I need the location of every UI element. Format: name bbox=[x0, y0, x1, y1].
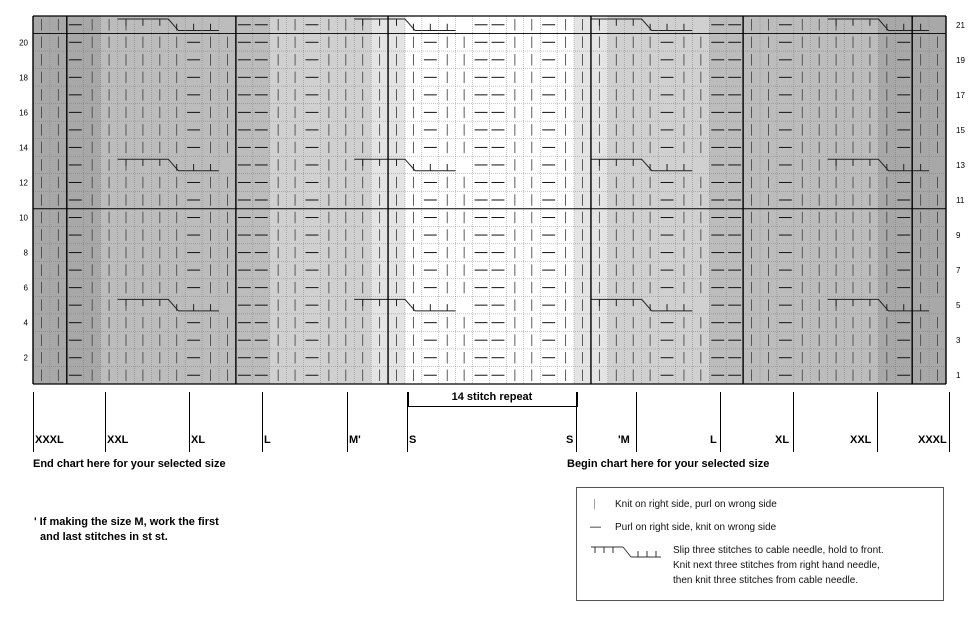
right-row-number: 1 bbox=[956, 371, 961, 381]
size-marker-xxxl-left bbox=[33, 392, 34, 452]
size-label-s-right: S bbox=[566, 434, 574, 446]
legend-purl-text: Purl on right side, knit on wrong side bbox=[615, 522, 777, 533]
left-row-number: 14 bbox=[19, 143, 28, 153]
size-marker-m-left bbox=[347, 392, 348, 452]
left-row-number: 6 bbox=[23, 283, 28, 293]
right-row-number: 13 bbox=[956, 160, 965, 170]
left-row-number: 12 bbox=[19, 178, 28, 188]
size-label-l-left: L bbox=[264, 434, 271, 446]
purl-symbol-icon: — bbox=[590, 521, 601, 533]
footnote-line-2: and last stitches in st st. bbox=[40, 531, 168, 543]
size-marker-xl-left bbox=[189, 392, 190, 452]
size-label-xxl-left: XXL bbox=[107, 434, 129, 446]
size-marker-xxxl-right bbox=[949, 392, 950, 452]
right-row-number: 5 bbox=[956, 301, 961, 311]
legend bbox=[576, 487, 944, 601]
size-label-xxxl-left: XXXL bbox=[35, 434, 64, 446]
begin-chart-note: Begin chart here for your selected size bbox=[567, 458, 770, 470]
size-marker-xl-right bbox=[793, 392, 794, 452]
size-label-xl-left: XL bbox=[191, 434, 206, 446]
size-label-xxl-right: XXL bbox=[850, 434, 872, 446]
size-marker-xxl-left bbox=[105, 392, 106, 452]
right-row-number: 17 bbox=[956, 90, 965, 100]
size-label-l-right: L bbox=[710, 434, 717, 446]
size-m-footnote bbox=[34, 515, 219, 545]
size-marker-l-left bbox=[262, 392, 263, 452]
legend-knit-text: Knit on right side, purl on wrong side bbox=[615, 499, 777, 510]
size-label-xl-right: XL bbox=[775, 434, 790, 446]
legend-cable-line-2: Knit next three stitches from right hand needle, bbox=[673, 560, 880, 571]
size-label-m-left: M' bbox=[349, 434, 361, 446]
size-marker-xxl-right bbox=[877, 392, 878, 452]
right-row-number: 15 bbox=[956, 125, 965, 135]
footnote-line-1: ' If making the size M, work the first bbox=[34, 516, 219, 528]
left-row-number: 10 bbox=[19, 213, 28, 223]
repeat-label: 14 stitch repeat bbox=[451, 391, 533, 403]
left-row-number: 20 bbox=[19, 38, 28, 48]
left-row-number: 8 bbox=[23, 248, 28, 258]
cable-symbol-icon bbox=[589, 545, 669, 559]
size-label-m-right: 'M bbox=[618, 434, 630, 446]
legend-cable-line-1: Slip three stitches to cable needle, hold to front. bbox=[673, 545, 884, 556]
size-label-xxxl-right: XXXL bbox=[918, 434, 947, 446]
right-row-number: 3 bbox=[956, 336, 961, 346]
size-marker-m-right bbox=[636, 392, 637, 452]
end-chart-note: End chart here for your selected size bbox=[33, 458, 226, 470]
left-row-number: 16 bbox=[19, 108, 28, 118]
right-row-number: 9 bbox=[956, 231, 961, 241]
size-label-s-left: S bbox=[409, 434, 417, 446]
size-marker-l-right bbox=[720, 392, 721, 452]
knit-symbol-icon: | bbox=[593, 498, 596, 510]
right-row-number: 7 bbox=[956, 266, 961, 276]
right-row-number: 21 bbox=[956, 20, 965, 30]
right-row-number: 11 bbox=[956, 196, 965, 205]
left-row-number: 18 bbox=[19, 73, 28, 83]
left-row-number: 2 bbox=[23, 353, 28, 363]
left-row-number: 4 bbox=[23, 318, 28, 328]
legend-cable-line-3: then knit three stitches from cable needle. bbox=[673, 575, 859, 586]
right-row-number: 19 bbox=[956, 55, 965, 65]
